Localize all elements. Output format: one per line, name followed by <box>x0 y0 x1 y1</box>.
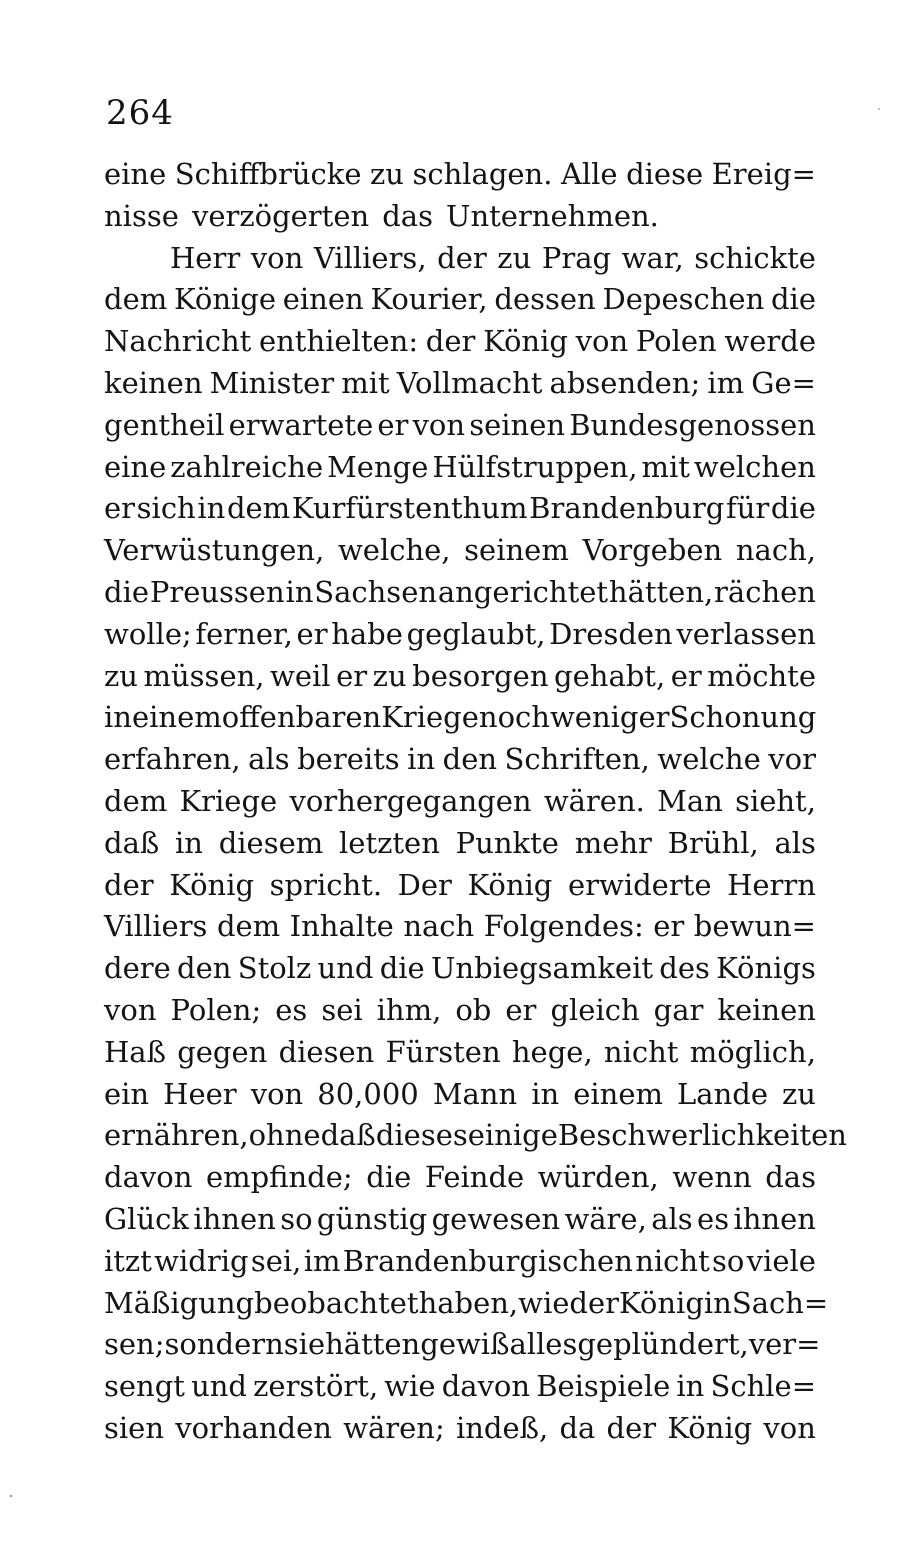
text-line <box>104 1032 816 1074</box>
word: und <box>191 1369 247 1404</box>
word: König <box>169 867 255 902</box>
word: nicht <box>635 1243 710 1278</box>
text-line <box>104 1366 816 1408</box>
word: Schiffbrücke <box>174 157 362 191</box>
word: weniger <box>549 700 670 735</box>
word: Preussen <box>149 574 285 609</box>
word: Schonung <box>669 700 817 735</box>
word: er <box>296 616 328 651</box>
word: Unbiegsamkeit <box>430 951 654 986</box>
word: Sach= <box>731 1285 829 1320</box>
word: absenden; <box>549 365 701 400</box>
text-line <box>104 1199 816 1241</box>
word: Bundesgenossen <box>569 407 816 442</box>
word: mit <box>341 365 390 400</box>
word: vor <box>768 742 816 777</box>
word: sei, <box>250 1243 302 1278</box>
text-line <box>104 447 816 489</box>
word: indeß, <box>455 1410 549 1445</box>
word: Dresden <box>549 616 673 651</box>
word: sengt <box>104 1369 185 1404</box>
word: Beispiele <box>536 1369 671 1404</box>
word: ob <box>455 992 492 1027</box>
word: welchen <box>693 449 816 484</box>
word: er <box>104 491 136 526</box>
word: einem <box>573 1076 663 1111</box>
word: geglaubt, <box>406 616 546 651</box>
text-line <box>104 739 816 781</box>
word: rächen <box>714 574 816 609</box>
word: nicht <box>603 1034 679 1069</box>
word: spricht. <box>269 867 383 902</box>
word: angerichtet <box>437 574 609 609</box>
word: gehabt, <box>554 658 666 693</box>
word: verzögerten <box>191 198 370 233</box>
word: Prag <box>541 240 612 275</box>
word: die <box>366 1160 412 1195</box>
word: Man <box>657 783 723 818</box>
word: ohne <box>248 1118 321 1153</box>
text-line <box>104 1241 816 1283</box>
text-line <box>104 488 816 530</box>
word: gegen <box>177 1034 268 1069</box>
text-line <box>104 405 816 447</box>
word: so <box>712 1243 745 1278</box>
word: vorhanden <box>175 1410 332 1445</box>
word: beobachtet <box>254 1285 419 1320</box>
word: es <box>275 992 308 1027</box>
word: für <box>726 491 770 526</box>
paper-speck <box>878 108 880 110</box>
word: welche, <box>337 533 451 568</box>
word: Alle <box>560 157 618 191</box>
word: König <box>483 324 568 359</box>
text-line <box>104 363 816 405</box>
word: die <box>770 282 816 317</box>
word: einen <box>282 282 364 317</box>
word: Hülfstruppen, <box>432 449 638 484</box>
word: davon <box>441 1369 531 1404</box>
word: alles <box>509 1327 578 1362</box>
word: sieht, <box>735 783 816 818</box>
word: das <box>765 1160 816 1195</box>
word: Kriege <box>179 783 278 818</box>
word: Herr <box>170 240 241 275</box>
word: geplündert, <box>577 1327 749 1362</box>
word: erfahren, <box>104 742 241 777</box>
text-line <box>104 1074 816 1116</box>
word: dem <box>104 282 168 317</box>
word: im <box>707 365 745 400</box>
word: würden, <box>537 1160 659 1195</box>
word: Unternehmen. <box>446 198 659 233</box>
word: müssen, <box>143 658 265 693</box>
text-line <box>104 865 816 907</box>
word: dessen <box>494 282 596 317</box>
word: der <box>437 240 487 275</box>
word: als <box>774 825 816 860</box>
word: ein <box>104 1076 150 1111</box>
word: mehr <box>574 825 652 860</box>
text-line <box>104 196 816 238</box>
word: Inhalte <box>289 909 394 944</box>
word: ver= <box>748 1327 821 1362</box>
word: wären. <box>543 783 645 818</box>
word: da <box>559 1410 596 1445</box>
word: so <box>280 1201 313 1236</box>
word: hege, <box>511 1034 593 1069</box>
word: Sachsen <box>314 574 438 609</box>
word: Königs <box>716 951 816 986</box>
word: des <box>659 951 710 986</box>
word: schickte <box>694 240 816 275</box>
word: Stolz <box>237 951 312 986</box>
word: er <box>670 658 702 693</box>
word: zu <box>370 157 404 191</box>
word: Mann <box>432 1076 518 1111</box>
word: diese <box>626 157 704 191</box>
word: der <box>569 1285 620 1320</box>
text-line <box>104 1157 816 1199</box>
text-line <box>104 948 816 990</box>
word: Schle= <box>710 1369 816 1404</box>
word: möglich, <box>689 1034 816 1069</box>
word: den <box>442 742 498 777</box>
text-line <box>104 238 816 280</box>
word: wären; <box>343 1410 445 1445</box>
word: Kurfürstenthum <box>291 491 528 526</box>
word: von <box>250 1076 304 1111</box>
word: hätten <box>325 1327 421 1362</box>
word: zerstört, <box>253 1369 379 1404</box>
word: von <box>763 1410 816 1445</box>
word: Menge <box>327 449 429 484</box>
word: Der <box>397 867 452 902</box>
word: itzt <box>104 1243 152 1278</box>
word: seinen <box>469 407 566 442</box>
word: Polen; <box>170 992 262 1027</box>
word: in <box>676 1369 705 1404</box>
word: in <box>104 700 132 735</box>
word: König <box>619 1285 704 1320</box>
word: nach <box>403 909 475 944</box>
word: dere <box>104 951 171 986</box>
word: nach, <box>735 533 816 568</box>
word: er <box>505 992 537 1027</box>
word: gentheil <box>104 407 225 442</box>
text-line <box>104 1408 816 1450</box>
word: widrig <box>154 1243 249 1278</box>
word: habe <box>331 616 403 651</box>
word: erwiderte <box>567 867 712 902</box>
word: Könige <box>173 282 276 317</box>
word: in <box>175 825 203 860</box>
word: bereits <box>297 742 400 777</box>
word: sich <box>136 491 196 526</box>
word: von <box>250 240 304 275</box>
word: in <box>531 1076 560 1111</box>
text-line <box>104 530 816 572</box>
word: Haß <box>104 1034 166 1069</box>
word: eine <box>104 157 167 191</box>
word: er <box>336 658 368 693</box>
word: gar <box>653 992 704 1027</box>
word: dem <box>226 491 291 526</box>
word: den <box>177 951 232 986</box>
word: ferner, <box>195 616 293 651</box>
word: König <box>667 1410 753 1445</box>
word: die <box>379 951 425 986</box>
word: Vollmacht <box>396 365 543 400</box>
word: diesem <box>218 825 324 860</box>
word: haben, <box>418 1285 519 1320</box>
text-line <box>104 990 816 1032</box>
word: keinen <box>104 365 203 400</box>
word: gleich <box>550 992 640 1027</box>
word: Depeschen <box>602 282 765 317</box>
word: dieses <box>375 1118 468 1153</box>
word: werde <box>724 324 816 359</box>
word: Beschwerlichkeiten <box>557 1118 847 1153</box>
text-line <box>104 154 816 196</box>
word: gewesen <box>431 1201 561 1236</box>
word: welche <box>657 742 761 777</box>
word: ihnen <box>193 1201 276 1236</box>
word: zu <box>372 658 407 693</box>
word: im <box>303 1243 341 1278</box>
word: enthielten: <box>258 324 419 359</box>
word: als <box>651 1201 693 1236</box>
word: Fürsten <box>385 1034 501 1069</box>
word: dem <box>104 783 168 818</box>
word: sien <box>104 1410 164 1445</box>
body-text <box>104 154 847 1450</box>
word: Ge= <box>751 365 816 400</box>
word: Kourier, <box>370 282 488 317</box>
word: erwartete <box>228 407 374 442</box>
text-line <box>104 321 816 363</box>
word: günstig <box>316 1201 428 1236</box>
word: daß <box>104 825 160 860</box>
word: Brühl, <box>667 825 759 860</box>
word: daß <box>320 1118 376 1153</box>
word: mit <box>641 449 690 484</box>
word: wäre, <box>564 1201 647 1236</box>
word: der <box>104 867 154 902</box>
word: verlassen <box>676 616 816 651</box>
word: es <box>697 1201 730 1236</box>
word: ihm, <box>376 992 442 1027</box>
word: Nachricht <box>104 324 252 359</box>
word: zu <box>104 658 138 693</box>
word: sie <box>283 1327 326 1362</box>
text-line <box>104 697 816 739</box>
word: Ereig= <box>711 157 816 191</box>
word: Glück <box>104 1201 189 1236</box>
word: von <box>575 324 629 359</box>
word: er <box>653 909 685 944</box>
word: zu <box>782 1076 816 1111</box>
text-line <box>104 1283 829 1325</box>
text-line <box>104 656 816 698</box>
word: hätten, <box>608 574 714 609</box>
word: wie <box>384 1369 436 1404</box>
word: viele <box>746 1243 816 1278</box>
word: diesen <box>278 1034 375 1069</box>
word: schlagen. <box>412 157 553 191</box>
word: der <box>606 1410 657 1445</box>
word: Punkte <box>455 825 559 860</box>
word: in <box>197 491 226 526</box>
word: Polen <box>635 324 717 359</box>
word: keinen <box>717 992 816 1027</box>
word: eine <box>104 449 167 484</box>
word: ernähren, <box>104 1118 249 1153</box>
word: dem <box>216 909 281 944</box>
word: noch <box>478 700 550 735</box>
text-line <box>104 614 816 656</box>
word: Folgendes: <box>483 909 644 944</box>
text-line <box>104 572 816 614</box>
word: von <box>412 407 466 442</box>
word: seinem <box>464 533 569 568</box>
text-line <box>104 1115 847 1157</box>
word: möchte <box>707 658 816 693</box>
text-line <box>104 781 816 823</box>
word: als <box>248 742 290 777</box>
text-line <box>104 1324 821 1366</box>
word: sondern <box>164 1327 284 1362</box>
word: in <box>285 574 314 609</box>
word: wolle; <box>104 616 192 651</box>
word: Lande <box>677 1076 768 1111</box>
word: offenbaren <box>221 700 382 735</box>
word: Villiers, <box>313 240 427 275</box>
word: nisse <box>104 198 179 233</box>
word: von <box>104 992 157 1027</box>
word: Heer <box>163 1076 237 1111</box>
word: Villiers <box>104 909 208 944</box>
word: einige <box>467 1118 558 1153</box>
word: einem <box>131 700 222 735</box>
word: Vorgeben <box>582 533 723 568</box>
word: Feinde <box>424 1160 525 1195</box>
word: letzten <box>339 825 440 860</box>
word: Herrn <box>727 867 816 902</box>
word: zu <box>497 240 532 275</box>
word: er <box>377 407 409 442</box>
word: davon <box>104 1160 193 1195</box>
word: wenn <box>672 1160 752 1195</box>
paper-speck <box>10 1495 12 1497</box>
word: Kriege <box>381 700 479 735</box>
word: wie <box>518 1285 570 1320</box>
word: das <box>382 198 433 233</box>
word: und <box>317 951 374 986</box>
text-line <box>104 823 816 865</box>
word: bewun= <box>693 909 816 944</box>
word: Brandenburg <box>529 491 725 526</box>
word: die <box>770 491 816 526</box>
word: der <box>425 324 476 359</box>
word: in <box>407 742 436 777</box>
word: Minister <box>209 365 335 400</box>
word: zahlreiche <box>170 449 324 484</box>
word: vorhergegangen <box>289 783 532 818</box>
word: die <box>104 574 150 609</box>
word: Brandenburgischen <box>342 1243 633 1278</box>
word: Schriften, <box>504 742 650 777</box>
word: Mäßigung <box>104 1285 255 1320</box>
word: in <box>703 1285 732 1320</box>
word: Verwüstungen, <box>104 533 325 568</box>
word: empfinde; <box>205 1160 353 1195</box>
word: sen; <box>104 1327 165 1362</box>
word: weil <box>270 658 331 693</box>
page-number: 264 <box>106 93 174 133</box>
word: ihnen <box>733 1201 816 1236</box>
word: 80,000 <box>317 1076 419 1111</box>
word: König <box>467 867 553 902</box>
word: gewiß <box>420 1327 510 1362</box>
text-line <box>104 906 816 948</box>
word: war, <box>621 240 684 275</box>
text-line <box>104 279 816 321</box>
word: sei <box>321 992 363 1027</box>
word: besorgen <box>412 658 549 693</box>
